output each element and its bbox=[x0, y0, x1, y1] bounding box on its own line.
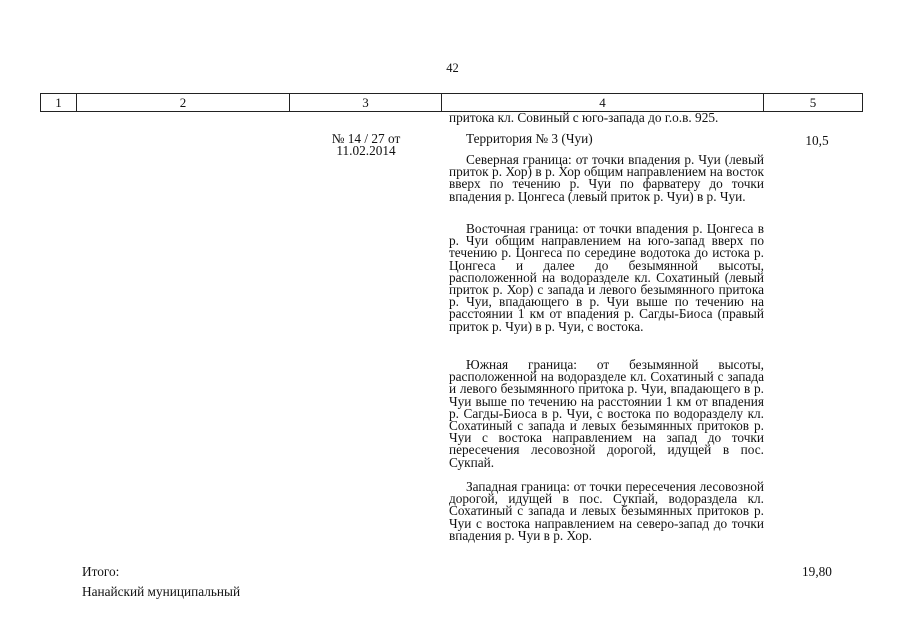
north-boundary-paragraph: Северная граница: от точки впадения р. Чуи (левый приток р. Хор) в р. Хор общим направлением на восток вверх по течению р. Чуи по фарватеру до точки впадения р. Цонгеса (левый приток р. Чуи) в р. Чуи. bbox=[449, 152, 764, 204]
header-row bbox=[41, 94, 863, 112]
territory-title: Территория № 3 (Чуи) bbox=[466, 131, 593, 146]
column-header: 5 bbox=[764, 94, 863, 112]
column-header: 1 bbox=[41, 94, 77, 112]
total-value: 19,80 bbox=[802, 564, 832, 579]
next-section-title: Нанайский муниципальный bbox=[82, 584, 241, 599]
west-boundary-paragraph: Западная граница: от точки пересечения лесовозной дорогой, идущей в пос. Сукпай, водораздела кл. Сохатиный с запада и левых безымянных притоков р. Чуи с востока направлением на северо-запад до точки впадения р. Чуи в р. Хор. bbox=[449, 479, 764, 543]
page-number: 42 bbox=[446, 61, 459, 75]
south-boundary-paragraph: Южная граница: от безымянной высоты, расположенной на водоразделе кл. Сохатиный с запада и левого безымянного притока р. Чуи, впадающего в р. Чуи выше по течению на расстоянии 1 км от впадения р. Сагды-Биоса в р. Чуи, с востока по водоразделу кл. Сохатиный с запада и левых безымянных притоков р. Чуи с востока направлением на запад до точки пересечения лесовозной дорогой, идущей в пос. Сукпай. bbox=[449, 357, 764, 470]
east-boundary-paragraph: Восточная граница: от точки впадения р. Цонгеса в р. Чуи общим направлением на юго-запад вверх по течению р. Цонгеса по середине водотока до истока р. Цонгеса и далее до безымянной высоты, расположенной на водоразделе кл. Сохатиный (левый приток р. Хор) с запада и левого безымянного притока р. Чуи, впадающего в р. Чуи выше по течению на расстоянии 1 км от впадения р. Сагды-Биоса (правый приток р. Чуи) в р. Чуи, с востока. bbox=[449, 221, 764, 334]
total-label: Итого: bbox=[82, 564, 120, 579]
column-header: 3 bbox=[290, 94, 442, 112]
document-reference: № 14 / 27 от 11.02.2014 bbox=[331, 131, 401, 159]
column-header: 4 bbox=[442, 94, 764, 112]
continuation-text: притока кл. Совиный с юго-запада до г.о.в. 925. bbox=[449, 110, 719, 125]
area-value: 10,5 bbox=[805, 133, 829, 148]
column-header: 2 bbox=[77, 94, 290, 112]
